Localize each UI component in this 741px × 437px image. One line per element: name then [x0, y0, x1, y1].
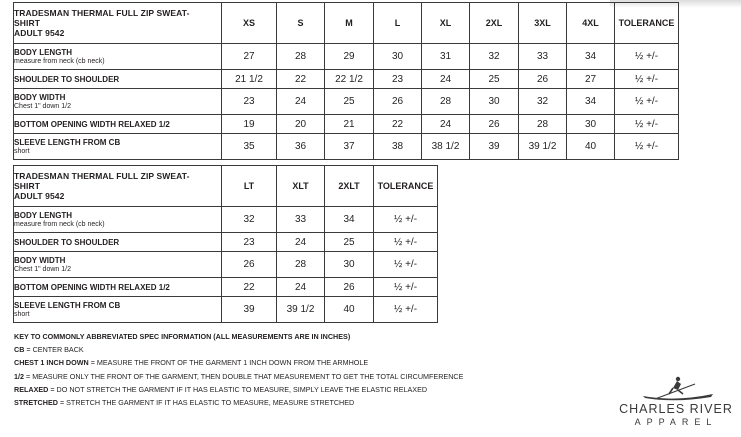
table-cell: 23 [222, 233, 277, 252]
size-header: 2XL [470, 3, 519, 44]
table-cell: 25 [325, 89, 374, 115]
key-item [14, 343, 554, 356]
table-cell: 34 [325, 207, 374, 233]
table-cell: 24 [277, 233, 325, 252]
table-row [14, 207, 438, 233]
row-label: BODY LENGTH measure from neck (cb neck) [14, 207, 222, 233]
row-label: SLEEVE LENGTH FROM CB short [14, 134, 222, 160]
table-cell: 21 [325, 115, 374, 134]
key-definition: = MEASURE THE FRONT OF THE GARMENT 1 INCH DOWN FROM THE ARMHOLE [90, 358, 369, 368]
row-label: BOTTOM OPENING WIDTH RELAXED 1/2 [14, 115, 222, 134]
table-row [14, 297, 438, 323]
size-header: S [277, 3, 325, 44]
key-definition: = CENTER BACK [26, 345, 84, 355]
table-cell: 38 [374, 134, 422, 160]
key-definition: = MEASURE ONLY THE FRONT OF THE GARMENT, THEN DOUBLE THAT MEASUREMENT TO GET THE TOTAL CIRCUMFERENCE [26, 371, 464, 381]
table-cell: 30 [325, 252, 374, 278]
abbreviation-key [14, 330, 554, 409]
key-term: CHEST 1 INCH DOWN [14, 358, 89, 368]
table-cell: 27 [222, 44, 277, 70]
table-cell: 26 [374, 89, 422, 115]
size-header: LT [222, 166, 277, 207]
size-header: L [374, 3, 422, 44]
row-label: SLEEVE LENGTH FROM CB short [14, 297, 222, 323]
table-cell: 26 [325, 278, 374, 297]
tolerance-cell: ½ +/- [615, 70, 679, 89]
header-row [14, 166, 438, 207]
table-cell: 28 [277, 44, 325, 70]
table-cell: 39 1/2 [277, 297, 325, 323]
table-cell: 23 [222, 89, 277, 115]
table-cell: 34 [567, 44, 615, 70]
brand-name: CHARLES RIVER [619, 402, 733, 416]
tolerance-header: TOLERANCE [374, 166, 438, 207]
rowing-boat-icon [615, 372, 737, 402]
table-cell: 22 [222, 278, 277, 297]
table-cell: 40 [325, 297, 374, 323]
header-row [14, 3, 679, 44]
key-term: CB [14, 345, 25, 355]
table-cell: 39 [470, 134, 519, 160]
table-cell: 20 [277, 115, 325, 134]
row-label: BODY WIDTH Chest 1" down 1/2 [14, 89, 222, 115]
table-cell: 33 [277, 207, 325, 233]
tolerance-cell: ½ +/- [374, 207, 438, 233]
product-title: TRADESMAN THERMAL FULL ZIP SWEAT- SHIRT ADULT 9542 [14, 166, 222, 207]
row-label: BODY LENGTH measure from neck (cb neck) [14, 44, 222, 70]
table-row [14, 278, 438, 297]
row-note: measure from neck (cb neck) [14, 57, 105, 65]
table-cell: 37 [325, 134, 374, 160]
key-term: 1/2 [14, 371, 24, 381]
table-cell: 26 [519, 70, 567, 89]
table-cell: 24 [277, 278, 325, 297]
size-header: 2XLT [325, 166, 374, 207]
key-item [14, 370, 554, 383]
size-header: 3XL [519, 3, 567, 44]
table-row [14, 70, 679, 89]
brand-logo [615, 372, 737, 434]
table-cell: 31 [422, 44, 470, 70]
table-row [14, 252, 438, 278]
tolerance-cell: ½ +/- [374, 233, 438, 252]
table-cell: 40 [567, 134, 615, 160]
table-cell: 26 [470, 115, 519, 134]
table-cell: 19 [222, 115, 277, 134]
table-cell: 35 [222, 134, 277, 160]
key-item [14, 356, 554, 369]
table-cell: 28 [519, 115, 567, 134]
table-cell: 30 [470, 89, 519, 115]
size-chart-regular [13, 2, 679, 160]
table-cell: 34 [567, 89, 615, 115]
table-cell: 38 1/2 [422, 134, 470, 160]
size-header: XS [222, 3, 277, 44]
table-cell: 24 [422, 115, 470, 134]
row-note: Chest 1" down 1/2 [14, 102, 71, 110]
key-heading: KEY TO COMMONLY ABBREVIATED SPEC INFORMATION (ALL MEASUREMENTS ARE IN INCHES) [14, 332, 351, 341]
table-cell: 21 1/2 [222, 70, 277, 89]
tolerance-cell: ½ +/- [615, 44, 679, 70]
size-header: 4XL [567, 3, 615, 44]
table-cell: 28 [277, 252, 325, 278]
table-cell: 24 [422, 70, 470, 89]
table-cell: 25 [325, 233, 374, 252]
table-cell: 30 [374, 44, 422, 70]
table-cell: 22 [374, 115, 422, 134]
tolerance-header: TOLERANCE [615, 3, 679, 44]
table-cell: 32 [470, 44, 519, 70]
table-cell: 24 [277, 89, 325, 115]
table-cell: 33 [519, 44, 567, 70]
row-label: SHOULDER TO SHOULDER [14, 70, 222, 89]
size-header: XL [422, 3, 470, 44]
table-row [14, 233, 438, 252]
table-cell: 26 [222, 252, 277, 278]
table-cell: 39 [222, 297, 277, 323]
table-row [14, 115, 679, 134]
table-cell: 32 [222, 207, 277, 233]
tolerance-cell: ½ +/- [374, 297, 438, 323]
tolerance-cell: ½ +/- [615, 115, 679, 134]
key-definition: = DO NOT STRETCH THE GARMENT IF IT HAS ELASTIC TO MEASURE, SIMPLY LEAVE THE ELASTIC RELAXED [50, 384, 428, 394]
table-cell: 27 [567, 70, 615, 89]
key-item [14, 383, 554, 396]
brand-subtitle: APPAREL [634, 417, 718, 427]
table-row [14, 89, 679, 115]
row-note: short [14, 310, 30, 318]
table-cell: 28 [422, 89, 470, 115]
row-note: short [14, 147, 30, 155]
size-chart-tall [13, 165, 438, 323]
row-label: BODY WIDTH Chest 1" down 1/2 [14, 252, 222, 278]
row-note: Chest 1" down 1/2 [14, 265, 71, 273]
table-cell: 22 1/2 [325, 70, 374, 89]
table-row [14, 44, 679, 70]
size-header: XLT [277, 166, 325, 207]
table-cell: 29 [325, 44, 374, 70]
size-header: M [325, 3, 374, 44]
table-cell: 30 [567, 115, 615, 134]
key-term: RELAXED [14, 384, 49, 394]
tolerance-cell: ½ +/- [615, 134, 679, 160]
table-cell: 39 1/2 [519, 134, 567, 160]
table-cell: 23 [374, 70, 422, 89]
table-row [14, 134, 679, 160]
table-cell: 32 [519, 89, 567, 115]
table-cell: 25 [470, 70, 519, 89]
product-title: TRADESMAN THERMAL FULL ZIP SWEAT- SHIRT ADULT 9542 [14, 3, 222, 44]
key-term: STRETCHED [14, 398, 58, 408]
table-cell: 22 [277, 70, 325, 89]
row-note: measure from neck (cb neck) [14, 220, 105, 228]
key-definition: = STRETCH THE GARMENT IF IT HAS ELASTIC TO MEASURE, MEASURE STRETCHED [59, 398, 355, 408]
tolerance-cell: ½ +/- [615, 89, 679, 115]
key-item [14, 396, 554, 409]
table-cell: 36 [277, 134, 325, 160]
row-label: SHOULDER TO SHOULDER [14, 233, 222, 252]
tolerance-cell: ½ +/- [374, 252, 438, 278]
tolerance-cell: ½ +/- [374, 278, 438, 297]
row-label: BOTTOM OPENING WIDTH RELAXED 1/2 [14, 278, 222, 297]
